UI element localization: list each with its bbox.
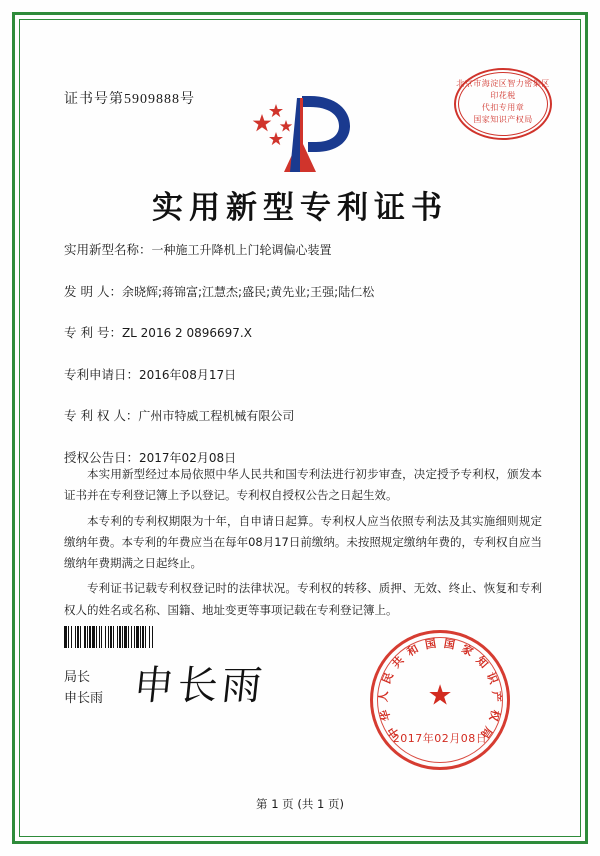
legal-paragraph-1: 本实用新型经过本局依照中华人民共和国专利法进行初步审查，决定授予专利权，颁发本证书并在专利登记簿上予以登记。专利权自授权公告之日起生效。 bbox=[64, 467, 542, 503]
field-label-inventors: 发 明 人： bbox=[64, 283, 122, 299]
issuer-block bbox=[64, 668, 103, 710]
certificate-number: 证书号第5909888号 bbox=[64, 92, 195, 107]
seal-arc-char: 产 bbox=[489, 690, 504, 703]
field-row-patent-number bbox=[64, 325, 546, 341]
seal-arc-char: 权 bbox=[486, 708, 503, 723]
field-label-name: 实用新型名称： bbox=[64, 242, 152, 257]
issuer-name: 申长雨 bbox=[64, 690, 104, 706]
field-value-patentee: 广州市特威工程机械有限公司 bbox=[138, 409, 295, 423]
field-row-inventors bbox=[64, 284, 546, 300]
field-label-patentee: 专 利 权 人： bbox=[64, 408, 139, 423]
issuer-title: 局长 bbox=[64, 670, 91, 685]
tax-stamp-line-1: 北京市海淀区智力密集区 bbox=[456, 79, 550, 88]
seal-arc-char: 国 bbox=[424, 636, 438, 652]
field-list bbox=[64, 242, 546, 491]
field-value-name: 一种施工升降机上门轮调偏心装置 bbox=[151, 243, 332, 257]
page-title: 实用新型专利证书 bbox=[152, 190, 448, 226]
seal-arc-char: 中 bbox=[385, 724, 403, 741]
tax-stamp-line-2: 印花税 bbox=[490, 91, 516, 100]
seal-arc-char: 知 bbox=[473, 653, 491, 671]
tax-stamp-line-3: 代扣专用章 bbox=[481, 103, 525, 112]
field-value-patent-number: ZL 2016 2 0896697.X bbox=[121, 326, 252, 340]
seal-arc-char: 局 bbox=[477, 724, 495, 741]
page-footer: 第 1 页 (共 1 页) bbox=[256, 797, 344, 811]
legal-paragraph-3: 专利证书记载专利权登记时的法律状况。专利权的转移、质押、无效、终止、恢复和专利权人的姓名或名称、国籍、地址变更等事项记载在专利登记簿上。 bbox=[64, 581, 542, 617]
seal-date: 2017年02月08日 bbox=[392, 732, 488, 745]
seal-arc-char: 人 bbox=[376, 690, 391, 703]
seal-arc-char: 和 bbox=[404, 642, 421, 659]
emblem-star-icon: ★ bbox=[427, 680, 453, 712]
field-label-grant-date: 授权公告日： bbox=[64, 449, 140, 465]
seal-arc-char: 共 bbox=[389, 653, 407, 671]
barcode-icon bbox=[64, 626, 244, 648]
official-round-seal bbox=[370, 630, 510, 770]
barcode-bar bbox=[153, 626, 154, 648]
field-row-name bbox=[64, 242, 546, 258]
handwritten-signature: 申长雨 bbox=[131, 663, 269, 709]
field-value-application-date: 2016年08月17日 bbox=[139, 367, 237, 382]
legal-paragraph-2: 本专利的专利权期限为十年，自申请日起算。专利权人应当依照专利法及其实施细则规定缴纳年费。本专利的年费应当在每年08月17日前缴纳。未按照规定缴纳年费的，专利权自应当缴纳年费期满之日起终止。 bbox=[64, 513, 542, 571]
field-value-inventors: 余晓辉;蒋锦富;江慧杰;盛民;黄先业;王强;陆仁松 bbox=[121, 284, 375, 299]
certificate-content bbox=[34, 34, 566, 822]
seal-arc-char: 家 bbox=[459, 642, 476, 659]
field-row-application-date bbox=[64, 367, 546, 383]
tax-stamp-line-4: 国家知识产权局 bbox=[473, 115, 533, 124]
seal-arc-char: 华 bbox=[377, 708, 394, 723]
cnipa-logo-icon bbox=[34, 92, 566, 176]
seal-arc-char: 民 bbox=[379, 670, 396, 686]
seal-arc-char: 识 bbox=[484, 670, 501, 686]
field-label-patent-number: 专 利 号： bbox=[64, 325, 122, 340]
field-value-grant-date: 2017年02月08日 bbox=[139, 450, 237, 465]
field-label-application-date: 专利申请日： bbox=[64, 366, 140, 382]
field-row-patentee bbox=[64, 408, 546, 424]
seal-arc-char: 国 bbox=[442, 636, 456, 652]
legal-text bbox=[64, 464, 542, 625]
